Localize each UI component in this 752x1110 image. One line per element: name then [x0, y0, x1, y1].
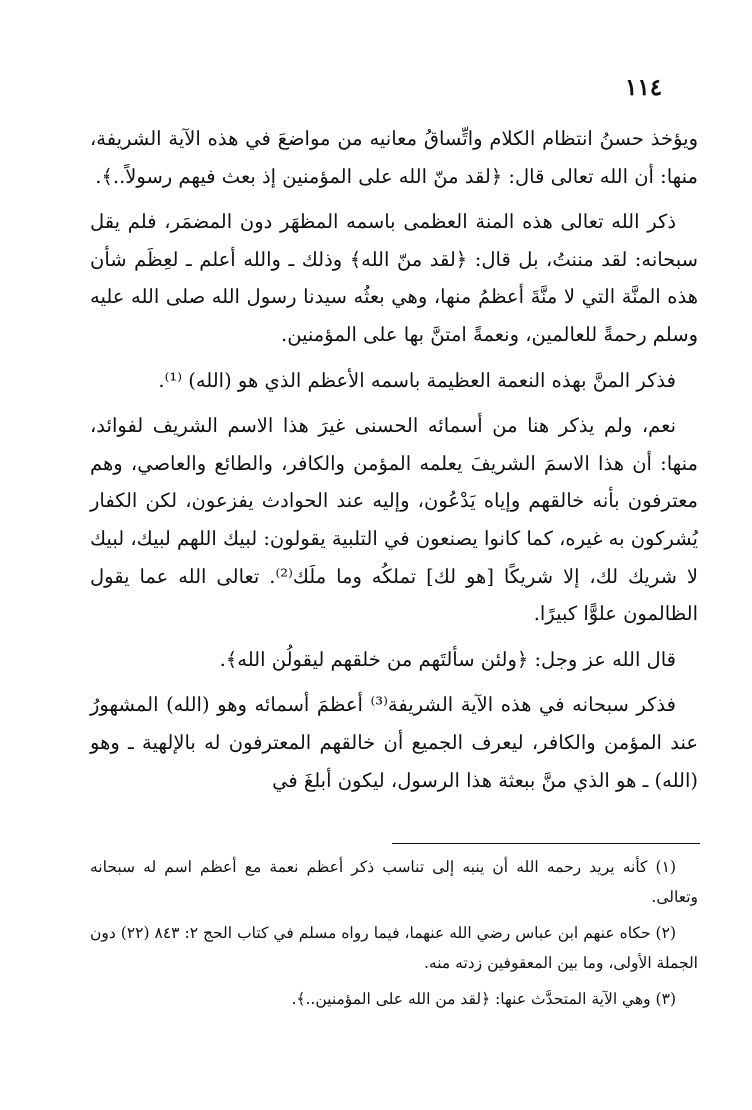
footnote: (٣) وهي الآية المتحدَّث عنها: ﴿لقد من الله على المؤمنين..﴾.: [291, 990, 676, 1008]
paragraph: قال الله عز وجل: ﴿ولئن سألتَهم من خلقهم ليقولُن الله﴾.: [219, 647, 676, 671]
paragraph: فذكر سبحانه في هذه الآية الشريفة⁽³⁾ أعظمَ أسمائه وهو (الله) المشهورُ عند المؤمن والكافر، ليعرف الجميع أن خالقهم المعترفون له بالإلهية ـ وهو (الله) ـ هو الذي منَّ ببعثة هذا الرسول، ليكون أبلغَ في: [90, 693, 698, 792]
paragraph: نعم، ولم يذكر هنا من أسمائه الحسنى غيرَ هذا الاسم الشريف لفوائد، منها: أن هذا الاسمَ الشريفَ يعلمه المؤمن والكافر، والطائع والعاصي، وهم معترفون بأنه خالقهم وإياه يَدْعُون، وإليه عند الحوادث يفزعون، لكن الكفار يُشركون به غيره، كما كانوا يصنعون في التلبية يقولون: لبيك اللهم لبيك، لبيك لا شريك لك، إلا شريكًا [هو لك] تملكُه وما ملَك⁽²⁾. تعالى الله عما يقول الظالمون علوًّا كبيرًا.: [90, 414, 698, 626]
page-number: ١١٤: [625, 74, 663, 101]
main-text: [90, 120, 698, 807]
footnote-divider: [392, 843, 700, 844]
paragraph: ذكر الله تعالى هذه المنة العظمى باسمه المظهَر دون المضمَر، فلم يقل سبحانه: لقد مننتُ، بل قال: ﴿لقد منّ الله﴾ وذلك ـ والله أعلم ـ لعِظَم شأن هذه المنَّة التي لا منَّةَ أعظمُ منها، وهي بعثُه سيدنا رسول الله صلى الله عليه وسلم رحمةً للعالمين، ونعمةً امتنَّ بها على المؤمنين.: [90, 210, 698, 346]
paragraph: ويؤخذ حسنُ انتظام الكلام واتِّساقُ معانيه من مواضعَ في هذه الآية الشريفة، منها: أن الله تعالى قال: ﴿لقد منّ الله على المؤمنين إذ بعث فيهم رسولاً..﴾.: [90, 127, 698, 188]
footnote: (١) كأنه يريد رحمه الله أن ينبه إلى تناسب ذكر أعظم نعمة مع أعظم اسم له سبحانه وتعالى.: [90, 858, 698, 906]
paragraph: فذكر المنَّ بهذه النعمة العظيمة باسمه الأعظم الذي هو (الله) ⁽¹⁾.: [158, 368, 676, 392]
footnote: (٢) حكاه عنهم ابن عباس رضي الله عنهما، فيما رواه مسلم في كتاب الحج ٢: ٨٤٣ (٢٢) دون الجملة الأولى، وما بين المعقوفين زدته منه.: [90, 924, 698, 972]
footnotes: [90, 852, 698, 1020]
